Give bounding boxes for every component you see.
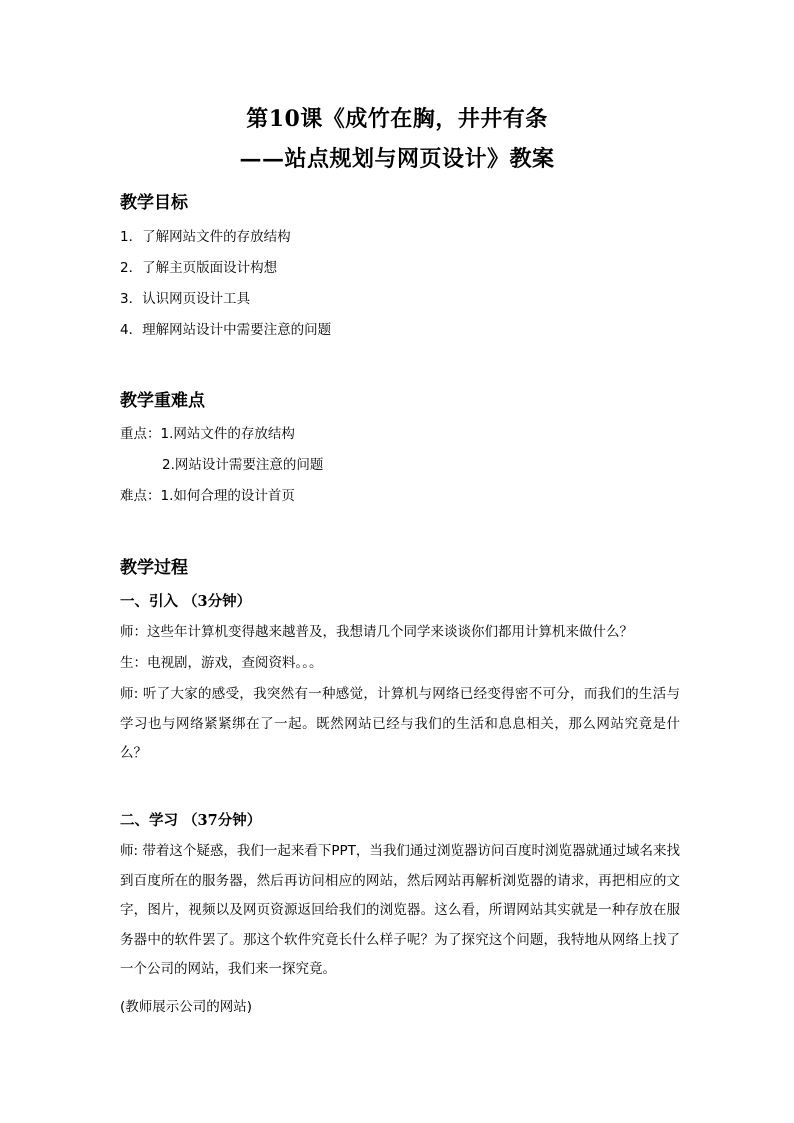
objective-item: 1．了解网站文件的存放结构 bbox=[120, 229, 291, 245]
part1-paragraph: 师：这些年计算机变得越来越普及，我想请几个同学来谈谈你们都用计算机来做什么？ bbox=[120, 624, 633, 640]
keypoints-heading: 教学重难点 bbox=[120, 391, 205, 411]
keypoint-important-1: 重点：1.网站文件的存放结构 bbox=[120, 426, 295, 442]
part1-title: 一、引入 （3分钟） bbox=[120, 593, 252, 610]
objective-item: 4．理解网站设计中需要注意的问题 bbox=[120, 322, 332, 338]
keypoint-important-2: 2.网站设计需要注意的问题 bbox=[162, 457, 324, 473]
part2-note: (教师展示公司的网站) bbox=[120, 999, 253, 1015]
keypoint-difficult-1: 难点：1.如何合理的设计首页 bbox=[120, 488, 295, 504]
part1-paragraph: 师: 听了大家的感受，我突然有一种感觉，计算机与网络已经变得密不可分，而我们的生活与学习也与网络紧紧绑在了一起。既然网站已经与我们的生活和息息相关，那么网站究竟是什么？ bbox=[120, 686, 680, 761]
part2-title: 二、学习 （37分钟） bbox=[120, 812, 262, 829]
objective-item: 3．认识网页设计工具 bbox=[120, 291, 251, 307]
process-heading: 教学过程 bbox=[120, 558, 188, 578]
objectives-heading: 教学目标 bbox=[120, 193, 188, 213]
part2-paragraph: 师: 带着这个疑惑，我们一起来看下PPT，当我们通过浏览器访问百度时浏览器就通过域名来找到百度所在的服务器，然后再访问相应的网站，然后网站再解析浏览器的请求，再把相应的文字，图片，视频以及网页资源返回给我们的浏览器。这么看，所谓网站其实就是一种存放在服务器中的软件罢了。那这个软件究竟长什么样子呢？为了探究这个问题，我特地从网络上找了一个公司的网站，我们来一探究竟。 bbox=[120, 843, 680, 977]
document-title-line1: 第10课《成竹在胸，井井有条 bbox=[246, 106, 548, 132]
document-title-line2: ——站点规划与网页设计》教案 bbox=[239, 146, 555, 172]
part1-paragraph: 生：电视剧，游戏，查阅资料。。。 bbox=[120, 655, 323, 671]
objective-item: 2．了解主页版面设计构想 bbox=[120, 260, 278, 276]
